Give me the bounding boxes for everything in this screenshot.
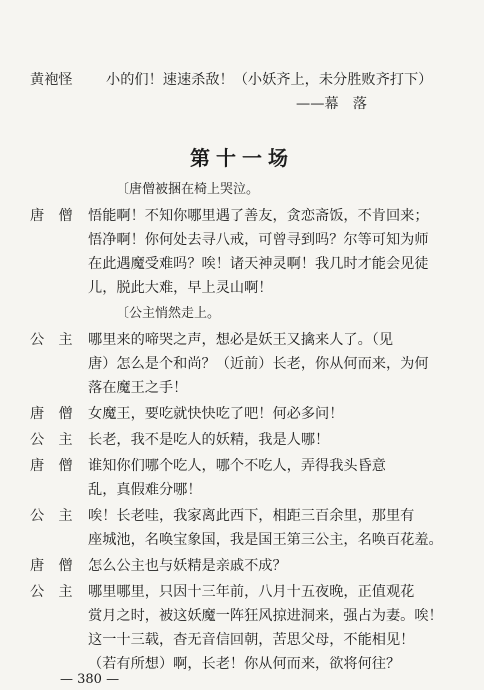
speaker-label: 公 主: [30, 508, 73, 524]
speaker-label: 唐 僧: [30, 406, 73, 422]
scene-title: 第十一场: [190, 146, 294, 170]
dialogue-line: （若有所想）啊，长老！你从何而来，欲将何往？: [88, 656, 401, 672]
dialogue-line: 长老，我不是吃人的妖精，我是人哪！: [88, 432, 330, 448]
dialogue-line: 女魔王，要吃就快快吃了吧！何必多问！: [88, 406, 344, 422]
dialogue-line: 乱，真假难分哪！: [88, 482, 202, 498]
stage-direction: 〔公主悄然走上。: [116, 306, 221, 321]
speaker-label: 唐 僧: [30, 458, 73, 474]
dialogue-line: 落在魔王之手！: [88, 380, 188, 396]
dialogue-line: 哪里来的啼哭之声，想必是妖王又擒来人了。（见: [88, 332, 394, 348]
dialogue-line: 儿，脱此大难，早上灵山啊！: [88, 280, 273, 296]
dialogue-line: 小的们！速速杀敌！（小妖齐上，未分胜败齐打下）: [106, 72, 433, 88]
stage-direction: 〔唐僧被捆在椅上哭泣。: [116, 182, 260, 197]
speaker-label: 唐 僧: [30, 208, 73, 224]
dialogue-line: 唐）怎么是个和尚？（近前）长老，你从何而来，为何: [88, 356, 429, 372]
dialogue-line: 座城池，名唤宝象国，我是国王第三公主，名唤百花羞。: [88, 532, 443, 548]
page-number: — 380 —: [60, 672, 120, 687]
dialogue-line: 悟净啊！你何处去寻八戒，可曾寻到吗？尔等可知为师: [88, 232, 429, 248]
speaker-label: 公 主: [30, 432, 73, 448]
speaker-label: 唐 僧: [30, 558, 73, 574]
speaker-label: 公 主: [30, 584, 73, 600]
dialogue-line: 在此遇魔受难吗？唉！诸天神灵啊！我几时才能会见徒: [88, 256, 429, 272]
dialogue-line: 哪里哪里，只因十三年前，八月十五夜晚，正值观花: [88, 584, 415, 600]
dialogue-line: 唉！长老哇，我家离此西下，相距三百余里，那里有: [88, 508, 415, 524]
dialogue-line: 这一十三载，杳无音信回朝，苦思父母，不能相见！: [88, 632, 415, 648]
speaker-label: 黄袍怪: [30, 72, 73, 88]
dialogue-line: 赏月之时，被这妖魔一阵狂风掠进洞来，强占为妻。唉！: [88, 608, 443, 624]
dialogue-line: 怎么公主也与妖精是亲戚不成？: [88, 558, 287, 574]
speaker-label: 公 主: [30, 332, 73, 348]
dialogue-line: 悟能啊！不知你哪里遇了善友，贪恋斋饭，不肯回来；: [88, 208, 429, 224]
dialogue-line: 谁知你们哪个吃人，哪个不吃人，弄得我头昏意: [88, 458, 386, 474]
curtain-falls: ——幕 落: [296, 96, 367, 112]
